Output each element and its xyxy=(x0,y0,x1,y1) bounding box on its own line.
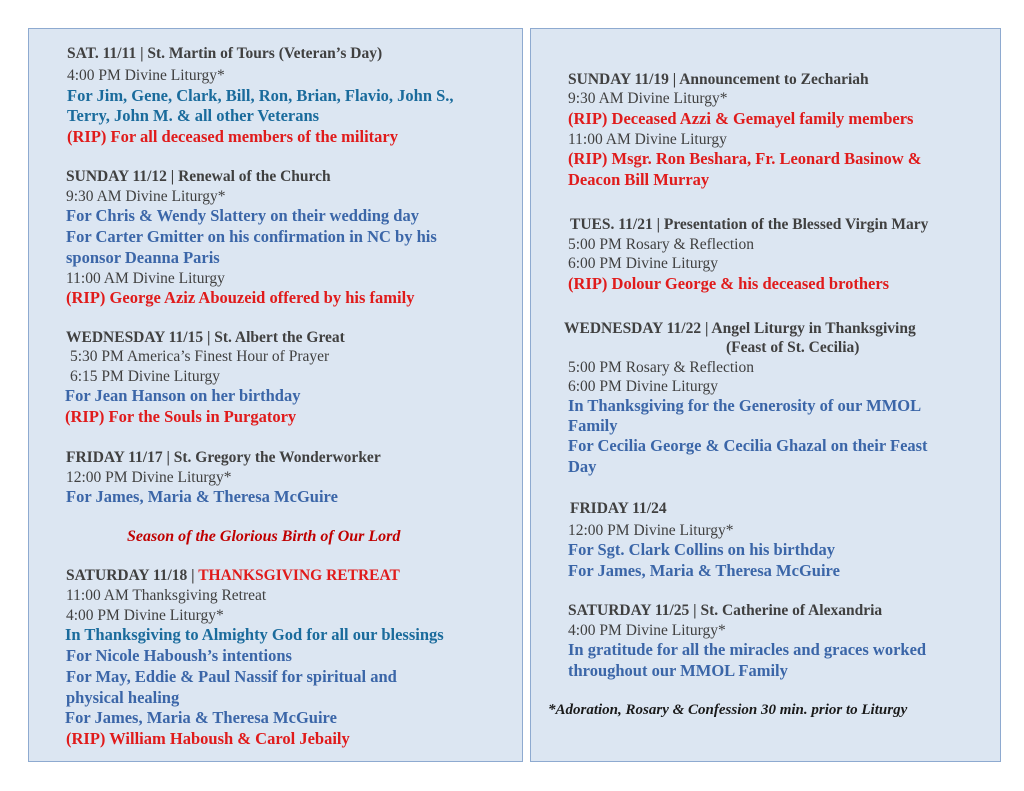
rip-intention: (RIP) For the Souls in Purgatory xyxy=(65,407,297,426)
mass-intention: For Cecilia George & Cecilia Ghazal on their Feast xyxy=(568,436,928,455)
mass-intention: sponsor Deanna Paris xyxy=(66,248,220,267)
day-header-fri-1124: FRIDAY 11/24 xyxy=(570,500,667,517)
mass-intention: Day xyxy=(568,457,597,476)
day-header-prefix: SATURDAY 11/18 | xyxy=(66,567,199,584)
mass-intention: throughout our MMOL Family xyxy=(568,661,788,680)
mass-intention: In Thanksgiving for the Generosity of our MMOL xyxy=(568,396,922,415)
service-time: 4:00 PM Divine Liturgy* xyxy=(568,622,726,639)
mass-intention: For Nicole Haboush’s intentions xyxy=(66,646,292,665)
rip-intention: (RIP) Dolour George & his deceased brothers xyxy=(568,274,890,293)
day-header-wed-1115: WEDNESDAY 11/15 | St. Albert the Great xyxy=(66,329,345,346)
rip-intention: (RIP) Deceased Azzi & Gemayel family members xyxy=(568,109,914,128)
rip-intention: (RIP) George Aziz Abouzeid offered by his family xyxy=(66,288,415,307)
mass-intention: physical healing xyxy=(66,688,180,707)
mass-intention: For Jim, Gene, Clark, Bill, Ron, Brian, Flavio, John S., xyxy=(67,86,454,105)
day-header-sat-1125: SATURDAY 11/25 | St. Catherine of Alexandria xyxy=(568,602,883,619)
rip-intention: (RIP) William Haboush & Carol Jebaily xyxy=(66,729,350,748)
mass-intention: For Carter Gmitter on his confirmation in NC by his xyxy=(66,227,437,246)
service-time: 6:00 PM Divine Liturgy xyxy=(568,255,718,272)
feast-subtitle: (Feast of St. Cecilia) xyxy=(726,339,860,356)
service-time: 11:00 AM Divine Liturgy xyxy=(568,131,727,148)
service-time: 4:00 PM Divine Liturgy* xyxy=(67,67,225,84)
mass-intention: For Chris & Wendy Slattery on their wedding day xyxy=(66,206,419,225)
rip-intention: (RIP) Msgr. Ron Beshara, Fr. Leonard Basinow & xyxy=(568,149,922,168)
rip-intention: (RIP) For all deceased members of the military xyxy=(67,127,398,146)
liturgy-footnote: *Adoration, Rosary & Confession 30 min. prior to Liturgy xyxy=(548,702,908,718)
day-header-sun-1119: SUNDAY 11/19 | Announcement to Zechariah xyxy=(568,71,869,88)
service-time: 5:30 PM America’s Finest Hour of Prayer xyxy=(70,348,330,365)
mass-intention: For James, Maria & Theresa McGuire xyxy=(568,561,840,580)
rip-intention: Deacon Bill Murray xyxy=(568,170,710,189)
service-time: 6:00 PM Divine Liturgy xyxy=(568,378,718,395)
service-time: 12:00 PM Divine Liturgy* xyxy=(66,469,232,486)
mass-intention: In gratitude for all the miracles and graces worked xyxy=(568,640,927,659)
service-time: 6:15 PM Divine Liturgy xyxy=(70,368,220,385)
service-time: 11:00 AM Thanksgiving Retreat xyxy=(66,587,267,604)
day-header-wed-1122: WEDNESDAY 11/22 | Angel Liturgy in Thanksgiving xyxy=(564,320,916,337)
season-title: Season of the Glorious Birth of Our Lord xyxy=(127,528,401,545)
service-time: 4:00 PM Divine Liturgy* xyxy=(66,607,224,624)
mass-intention: For James, Maria & Theresa McGuire xyxy=(65,708,337,727)
day-header-sat-1118 xyxy=(66,568,400,584)
mass-intention: In Thanksgiving to Almighty God for all our blessings xyxy=(65,625,444,644)
thanksgiving-retreat-label: THANKSGIVING RETREAT xyxy=(198,567,400,584)
service-time: 11:00 AM Divine Liturgy xyxy=(66,270,225,287)
service-time: 9:30 AM Divine Liturgy* xyxy=(568,90,728,107)
service-time: 5:00 PM Rosary & Reflection xyxy=(568,359,754,376)
mass-intention: Family xyxy=(568,416,618,435)
mass-intention: For Sgt. Clark Collins on his birthday xyxy=(568,540,835,559)
service-time: 9:30 AM Divine Liturgy* xyxy=(66,188,226,205)
mass-intention: For Jean Hanson on her birthday xyxy=(65,386,301,405)
day-header-fri-1117: FRIDAY 11/17 | St. Gregory the Wonderworker xyxy=(66,449,381,466)
service-time: 12:00 PM Divine Liturgy* xyxy=(568,522,734,539)
mass-intention: Terry, John M. & all other Veterans xyxy=(67,106,320,125)
mass-intention: For May, Eddie & Paul Nassif for spiritual and xyxy=(66,667,397,686)
mass-intention: For James, Maria & Theresa McGuire xyxy=(66,487,338,506)
service-time: 5:00 PM Rosary & Reflection xyxy=(568,236,754,253)
day-header-sat-1111: SAT. 11/11 | St. Martin of Tours (Veteran’s Day) xyxy=(67,45,383,62)
day-header-sun-1112: SUNDAY 11/12 | Renewal of the Church xyxy=(66,168,331,185)
day-header-tue-1121: TUES. 11/21 | Presentation of the Blessed Virgin Mary xyxy=(570,216,929,233)
